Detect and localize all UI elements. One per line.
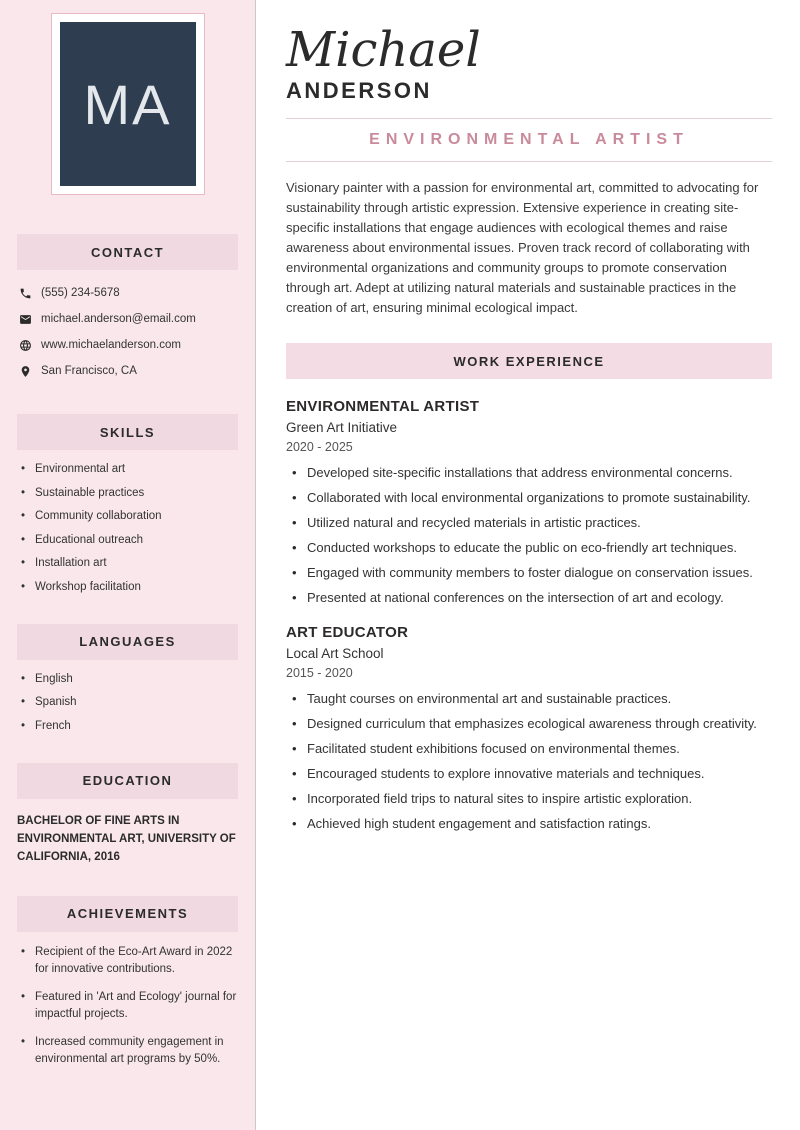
- job-bullet: • Engaged with community members to foster dialogue on conservation issues.: [292, 565, 772, 580]
- language-item: • English: [21, 672, 238, 686]
- job-bullet: • Incorporated field trips to natural sites to inspire artistic exploration.: [292, 791, 772, 806]
- job-bullet-list: [286, 691, 772, 831]
- job-bullet: • Presented at national conferences on the intersection of art and ecology.: [292, 590, 772, 605]
- contact-item-website: [17, 332, 238, 358]
- achievements-list: [17, 944, 238, 1068]
- contact-item-location: [17, 358, 238, 384]
- job-bullet: • Designed curriculum that emphasizes ecological awareness through creativity.: [292, 716, 772, 731]
- job-title: ENVIRONMENTAL ARTIST: [369, 131, 689, 148]
- job-role: ART EDUCATOR: [286, 624, 409, 641]
- sidebar: [0, 0, 256, 1130]
- languages-list: [17, 672, 238, 733]
- skills-list: [17, 462, 238, 594]
- job-bullet: • Utilized natural and recycled materials in artistic practices.: [292, 515, 772, 530]
- job-entry: [286, 624, 772, 831]
- skill-item: • Sustainable practices: [21, 486, 238, 500]
- initials-avatar: [60, 22, 196, 186]
- achievements-section-header: ACHIEVEMENTS: [17, 896, 238, 932]
- skill-item: • Environmental art: [21, 462, 238, 476]
- contact-phone-text: (555) 234-5678: [41, 287, 120, 299]
- skill-item: • Workshop facilitation: [21, 580, 238, 594]
- job-bullet: • Taught courses on environmental art and sustainable practices.: [292, 691, 772, 706]
- contact-location-text: San Francisco, CA: [41, 365, 137, 377]
- globe-icon: [19, 339, 32, 352]
- job-entry: [286, 398, 772, 605]
- job-dates: 2020 - 2025: [286, 440, 353, 454]
- job-dates: 2015 - 2020: [286, 666, 353, 680]
- profile-summary: Visionary painter with a passion for environmental art, committed to advocating for sustainability through artistic expression. Extensive experience in creating site-specific installations that engage audiences with ecological themes and raise awareness about environmental issues. Proven track record of collaborating with environmental organizations and community groups to promote conservation through art. Adept at utilizing natural materials and sustainable practices in the creation of art, ensuring minimal ecological impact.: [286, 180, 759, 315]
- location-icon: [19, 365, 32, 378]
- divider-bottom: [286, 161, 772, 162]
- education-section-header: EDUCATION: [17, 763, 238, 799]
- job-bullet-list: [286, 465, 772, 605]
- skill-item: • Educational outreach: [21, 533, 238, 547]
- job-bullet: • Developed site-specific installations that address environmental concerns.: [292, 465, 772, 480]
- photo-frame: [51, 13, 205, 195]
- main-content: [256, 0, 800, 1130]
- skill-item: • Installation art: [21, 556, 238, 570]
- job-bullet: • Conducted workshops to educate the public on eco-friendly art techniques.: [292, 540, 772, 555]
- job-company: Green Art Initiative: [286, 420, 398, 435]
- language-item: • Spanish: [21, 695, 238, 709]
- phone-icon: [19, 287, 32, 300]
- skills-section-header: SKILLS: [17, 414, 238, 450]
- avatar-initials: MA: [83, 72, 172, 136]
- email-icon: [19, 313, 32, 326]
- education-degree: BACHELOR OF FINE ARTS IN ENVIRONMENTAL ART, UNIVERSITY OF CALIFORNIA, 2016: [17, 814, 236, 863]
- contact-email-text: michael.anderson@email.com: [41, 313, 196, 325]
- achievement-item: • Recipient of the Eco-Art Award in 2022 for innovative contributions.: [21, 944, 238, 978]
- achievement-item: • Featured in 'Art and Ecology' journal for impactful projects.: [21, 989, 238, 1023]
- job-bullet: • Achieved high student engagement and satisfaction ratings.: [292, 816, 772, 831]
- job-bullet: • Facilitated student exhibitions focused on environmental themes.: [292, 741, 772, 756]
- contact-item-phone: [17, 280, 238, 306]
- job-bullet: • Encouraged students to explore innovative materials and techniques.: [292, 766, 772, 781]
- divider-top: [286, 118, 772, 119]
- achievement-item: • Increased community engagement in environmental art programs by 50%.: [21, 1034, 238, 1068]
- contact-item-email: [17, 306, 238, 332]
- languages-section-header: LANGUAGES: [17, 624, 238, 660]
- contact-list: [17, 280, 238, 384]
- work-experience-header: WORK EXPERIENCE: [286, 343, 772, 379]
- job-company: Local Art School: [286, 646, 384, 661]
- contact-section-header: CONTACT: [17, 234, 238, 270]
- skill-item: • Community collaboration: [21, 509, 238, 523]
- job-bullet: • Collaborated with local environmental organizations to promote sustainability.: [292, 490, 772, 505]
- job-role: ENVIRONMENTAL ARTIST: [286, 398, 480, 415]
- language-item: • French: [21, 719, 238, 733]
- contact-website-text: www.michaelanderson.com: [41, 339, 181, 351]
- first-name: Michael: [286, 22, 481, 78]
- last-name: ANDERSON: [286, 78, 432, 103]
